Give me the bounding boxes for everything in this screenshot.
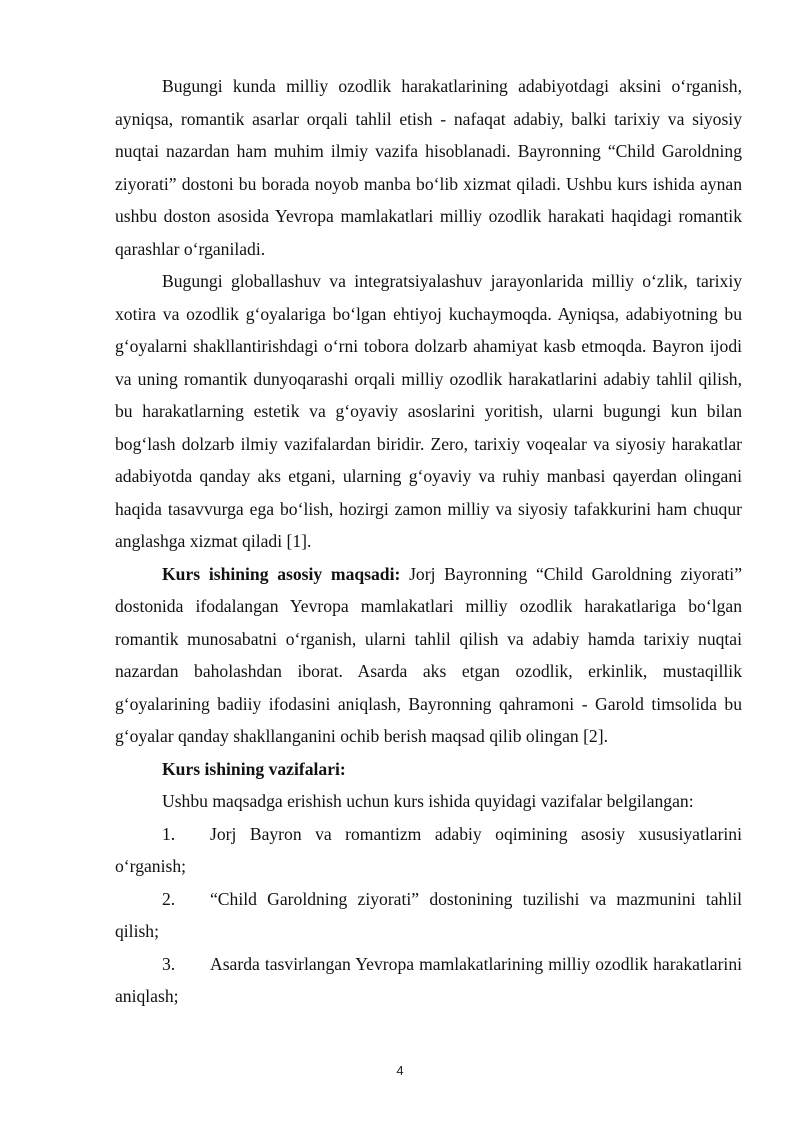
tasks-intro: Ushbu maqsadga erishish uchun kurs ishida quyidagi vazifalar belgilangan: (162, 791, 694, 811)
task-item-1 (115, 818, 742, 883)
task-number: 2. (162, 888, 176, 909)
intro-paragraph-2: Bugungi globallashuv va integratsiyalashuv jarayonlarida milliy o‘zlik, tarixiy xotira va ozodlik g‘oyalariga bo‘lgan ehtiyoj kuchaymoqda. Ayniqsa, adabiyotning bu g‘oyalarni shakllantirishdagi o‘rni tobora dolzarb ahamiyat kasb etmoqda. Bayron ijodi va uning romantik dunyoqarashi orqali milliy ozodlik harakatlarini adabiy tahlil qilish, bu harakatlarning estetik va g‘oyaviy asoslarini yoritish, ularni bugungi kun bilan bog‘lash dolzarb ilmiy vazifalardan biridir. Zero, tarixiy voqealar va siyosiy harakatlar adabiyotda qanday aks etgani, ularning g‘oyaviy va ruhiy manbasi qayerdan olingani haqida tasavvurga ega bo‘lish, hozirgi zamon milliy va siyosiy tafakkurini ham chuqur anglashga xizmat qiladi [1]. (115, 271, 742, 551)
task-number: 1. (162, 823, 176, 844)
task-item-2 (115, 883, 742, 948)
goal-paragraph (115, 558, 742, 753)
goal-text: Jorj Bayronning “Child Garoldning ziyorati” dostonida ifodalangan Yevropa mamlakatlari milliy ozodlik harakatlariga bo‘lgan romantik munosabatni o‘rganish, ularni tahlil qilish va adabiy hamda tarixiy nuqtai nazardan baholashdan iborat. Asarda aks etgan ozodlik, erkinlik, mustaqillik g‘oyalarining badiiy ifodasini aniqlash, Bayronning qahramoni - Garold timsolida bu g‘oyalar qanday shakllanganini ochib berish maqsad qilib olingan [2]. (115, 563, 743, 746)
task-text: Jorj Bayron va romantizm adabiy oqimining asosiy xususiyatlarini o‘rganish; (115, 823, 742, 876)
tasks-heading: Kurs ishining vazifalari: (162, 758, 346, 779)
task-text: “Child Garoldning ziyorati” dostonining tuzilishi va mazmunini tahlil qilish; (115, 888, 742, 941)
document-page (115, 70, 742, 1013)
intro-paragraph-1: Bugungi kunda milliy ozodlik harakatlarining adabiyotdagi aksini o‘rganish, ayniqsa, romantik asarlar orqali tahlil etish - nafaqat adabiy, balki tarixiy va siyosiy nuqtai nazardan ham muhim ilmiy vazifa hisoblanadi. Bayronning “Child Garoldning ziyorati” dostoni bu borada noyob manba bo‘lib xizmat qiladi. Ushbu kurs ishida aynan ushbu doston asosida Yevropa mamlakatlari milliy ozodlik harakati haqidagi romantik qarashlar o‘rganiladi. (115, 76, 742, 259)
task-item-3 (115, 948, 742, 1013)
page-number: 4 (396, 1063, 404, 1078)
goal-label: Kurs ishining asosiy maqsadi: (162, 563, 401, 584)
task-text: Asarda tasvirlangan Yevropa mamlakatlarining milliy ozodlik harakatlarini aniqlash; (115, 953, 742, 1006)
task-number: 3. (162, 953, 176, 974)
